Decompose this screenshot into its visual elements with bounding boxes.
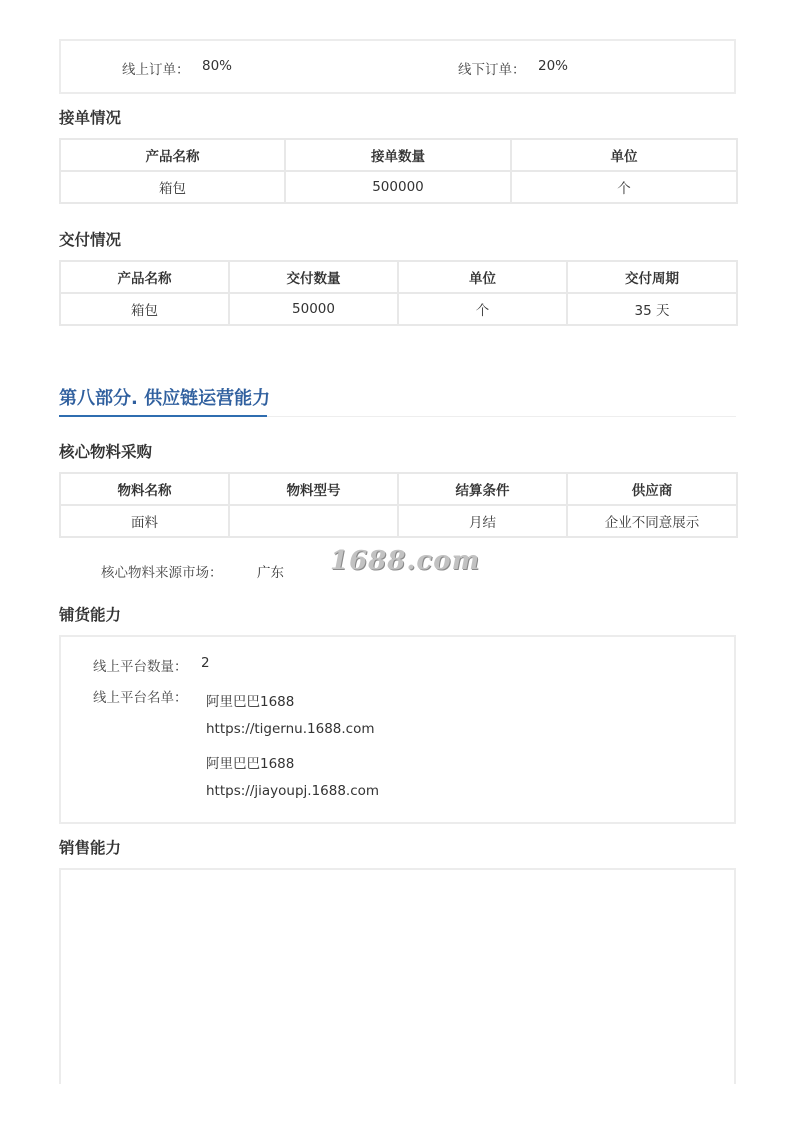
table-cell: 个 [511, 171, 737, 203]
delivery-table [59, 260, 738, 326]
table-cell: 箱包 [60, 171, 285, 203]
table-cell: 面料 [60, 505, 229, 537]
offline-order-value: 20% [538, 58, 569, 74]
platform-list [206, 690, 379, 814]
list-item: 阿里巴巴1688 [206, 756, 295, 772]
table-cell: 500000 [285, 171, 511, 203]
source-market-label: 核心物料来源市场： [101, 565, 223, 581]
order-receiving-table [59, 138, 738, 204]
table-cell: 月结 [398, 505, 567, 537]
delivery-heading: 交付情况 [59, 231, 122, 249]
order-receiving-heading: 接单情况 [59, 109, 122, 127]
offline-order-label: 线下订单： [458, 62, 526, 78]
table-header-row [60, 473, 737, 505]
platform-names-label: 线上平台名单： [93, 690, 188, 706]
online-order-value: 80% [202, 58, 233, 74]
section-title: 第八部分. 供应链运营能力 [59, 388, 271, 409]
platform-count-value: 2 [201, 655, 210, 671]
table-cell: 个 [398, 293, 567, 325]
core-materials-table [59, 472, 738, 538]
table-cell: 箱包 [60, 293, 229, 325]
column-header: 供应商 [567, 473, 737, 505]
column-header: 结算条件 [398, 473, 567, 505]
table-cell: 35 天 [567, 293, 737, 325]
platform-count-label: 线上平台数量： [93, 659, 188, 675]
table-header-row [60, 139, 737, 171]
column-header: 单位 [511, 139, 737, 171]
column-header: 物料型号 [229, 473, 398, 505]
column-header: 交付周期 [567, 261, 737, 293]
column-header: 交付数量 [229, 261, 398, 293]
list-item: https://jiayoupj.1688.com [206, 783, 380, 799]
source-market-value: 广东 [257, 565, 284, 581]
table-cell: 企业不同意展示 [567, 505, 737, 537]
order-mix-panel [59, 39, 736, 94]
core-materials-heading: 核心物料采购 [59, 443, 153, 461]
online-order-label: 线上订单： [122, 62, 190, 78]
column-header: 接单数量 [285, 139, 511, 171]
sales-panel [59, 868, 736, 1084]
table-row [60, 171, 737, 203]
column-header: 物料名称 [60, 473, 229, 505]
sales-heading: 销售能力 [59, 839, 122, 857]
section-title-underline [59, 415, 267, 417]
table-cell: 50000 [229, 293, 398, 325]
table-row [60, 505, 737, 537]
distribution-heading: 铺货能力 [59, 606, 122, 624]
column-header: 产品名称 [60, 139, 285, 171]
list-item: https://tigernu.1688.com [206, 721, 375, 737]
table-cell [229, 505, 398, 537]
table-row [60, 293, 737, 325]
column-header: 产品名称 [60, 261, 229, 293]
column-header: 单位 [398, 261, 567, 293]
distribution-panel [59, 635, 736, 824]
table-header-row [60, 261, 737, 293]
list-item: 阿里巴巴1688 [206, 694, 295, 710]
watermark-logo: 1688.com [330, 546, 481, 576]
